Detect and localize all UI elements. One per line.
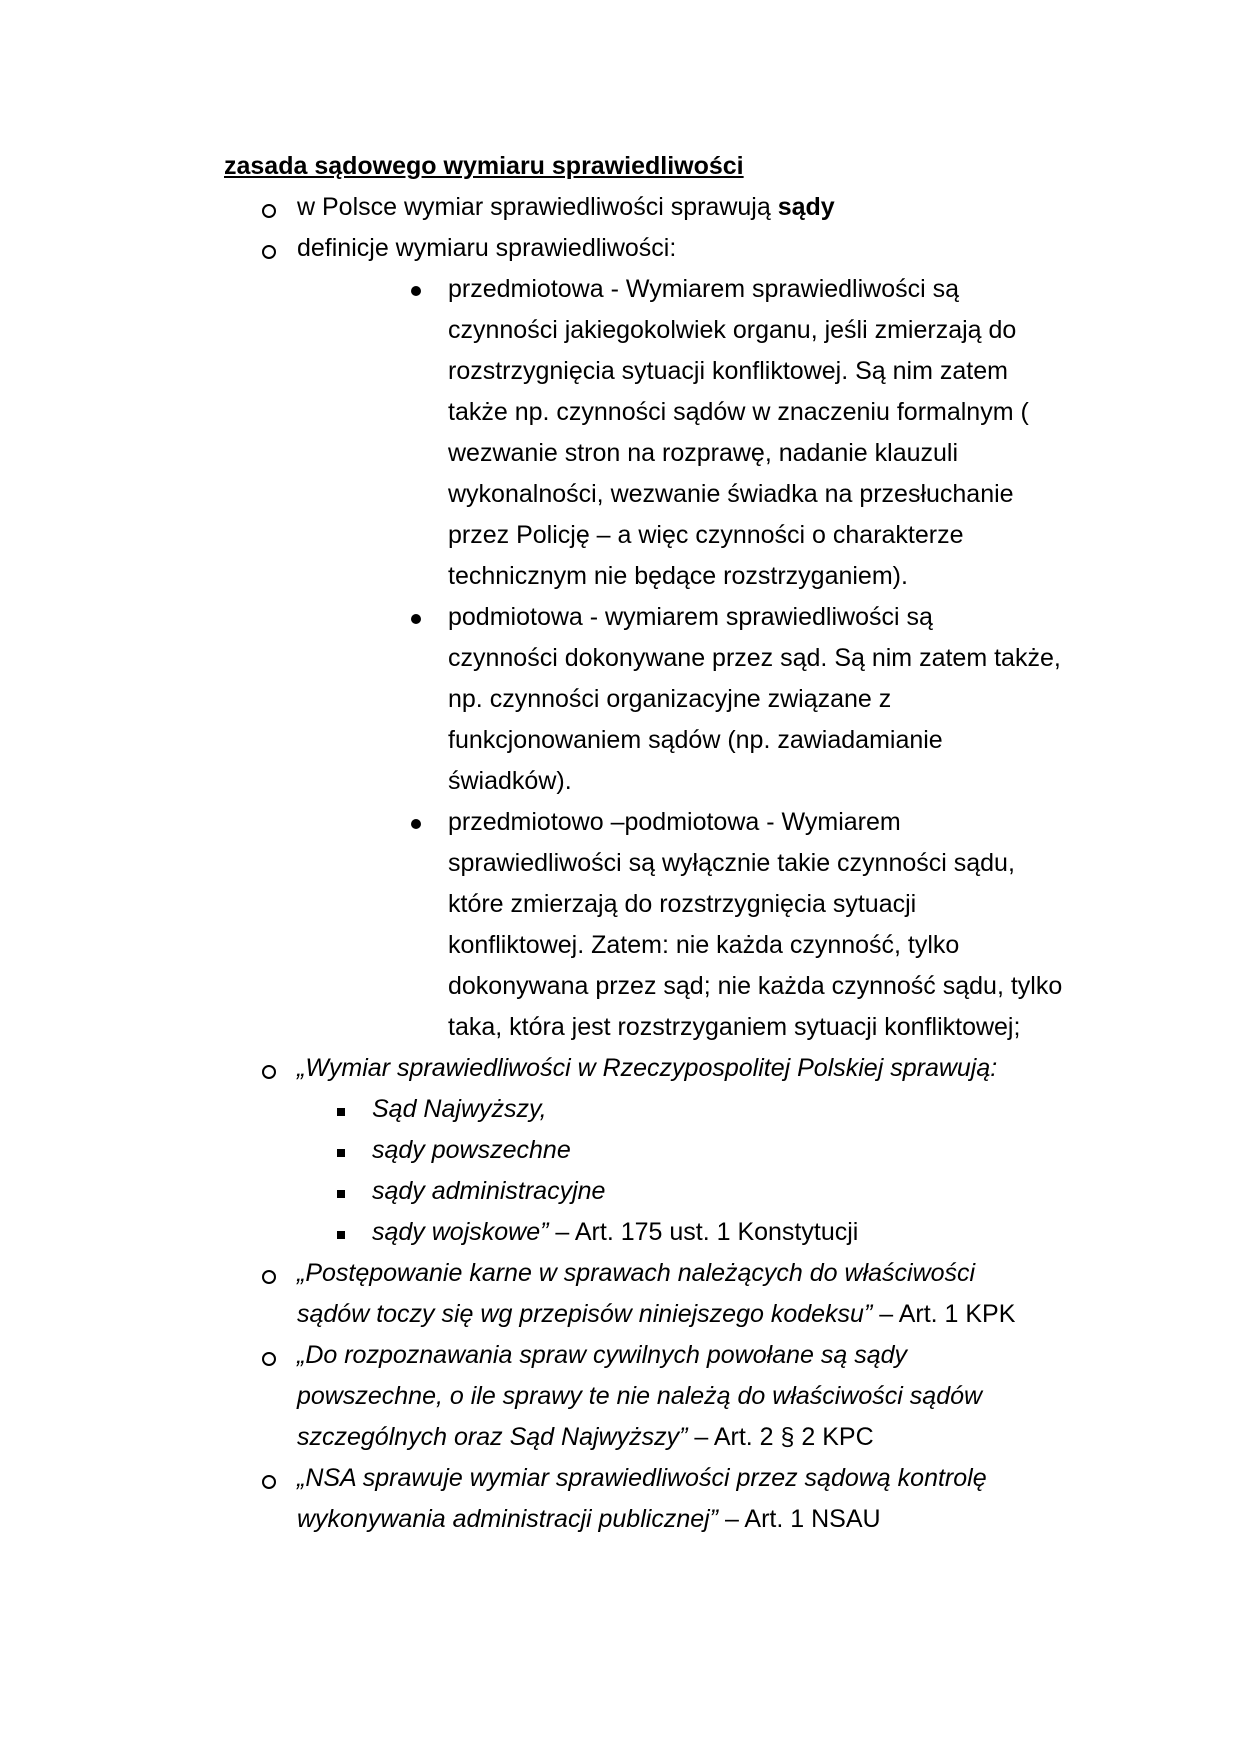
definition-line: które zmierzają do rozstrzygnięcia sytuacji <box>448 890 917 918</box>
square-bullet-icon <box>337 1149 345 1157</box>
circle-bullet-icon <box>262 1270 276 1284</box>
court-item <box>372 1212 858 1253</box>
page-title: zasada sądowego wymiaru sprawiedliwości <box>224 152 744 180</box>
court-item <box>372 1171 605 1212</box>
definition-line: taka, która jest rozstrzyganiem sytuacji konfliktowej; <box>448 1013 1021 1041</box>
citation: – Art. 175 ust. 1 Konstytucji <box>548 1218 859 1246</box>
definition-line: czynności jakiegokolwiek organu, jeśli zmierzają do <box>448 316 1017 344</box>
dot-bullet-icon <box>411 286 421 296</box>
definition-line: świadków). <box>448 767 572 795</box>
court-name: sądy administracyjne <box>372 1177 606 1205</box>
definition-line: przedmiotowa - Wymiarem sprawiedliwości są <box>448 275 960 303</box>
quote-text: szczególnych oraz Sąd Najwyższy” <box>297 1423 688 1451</box>
list-item: definicje wymiaru sprawiedliwości: <box>297 234 677 262</box>
definition-line: przez Policję – a więc czynności o charakterze <box>448 521 964 549</box>
definition-line: dokonywana przez sąd; nie każda czynność sądu, tylko <box>448 972 1063 1000</box>
definition-line: podmiotowa - wymiarem sprawiedliwości są <box>448 603 933 631</box>
circle-bullet-icon <box>262 1475 276 1489</box>
court-name: sądy wojskowe” <box>372 1218 549 1246</box>
quote-text: „Wymiar sprawiedliwości w Rzeczypospolitej Polskiej sprawują: <box>297 1054 998 1082</box>
list-item-continuation <box>297 1376 982 1417</box>
citation: – Art. 2 § 2 KPC <box>687 1423 874 1451</box>
list-item <box>297 1458 987 1499</box>
circle-bullet-icon <box>262 245 276 259</box>
list-item-bold: sądy <box>777 193 835 221</box>
court-name: sądy powszechne <box>372 1136 571 1164</box>
quote-text: powszechne, o ile sprawy te nie należą do właściwości sądów <box>297 1382 983 1410</box>
circle-bullet-icon <box>262 204 276 218</box>
court-item <box>372 1130 571 1171</box>
definition-line: konfliktowej. Zatem: nie każda czynność, tylko <box>448 931 960 959</box>
list-item-continuation <box>297 1294 1015 1335</box>
quote-text: „Do rozpoznawania spraw cywilnych powołane są sądy <box>297 1341 908 1369</box>
circle-bullet-icon <box>262 1065 276 1079</box>
citation: – Art. 1 KPK <box>872 1300 1016 1328</box>
definition-line: rozstrzygnięcia sytuacji konfliktowej. Są nim zatem <box>448 357 1008 385</box>
list-item <box>297 1253 975 1294</box>
list-item-text: w Polsce wymiar sprawiedliwości sprawują <box>297 193 778 221</box>
square-bullet-icon <box>337 1108 345 1116</box>
court-name: Sąd Najwyższy, <box>372 1095 547 1123</box>
list-item <box>297 187 835 228</box>
definition-line: wezwanie stron na rozprawę, nadanie klauzuli <box>448 439 959 467</box>
definition-line: wykonalności, wezwanie świadka na przesłuchanie <box>448 480 1014 508</box>
definition-line: przedmiotowo –podmiotowa - Wymiarem <box>448 808 901 836</box>
quote-text: „NSA sprawuje wymiar sprawiedliwości przez sądową kontrolę <box>297 1464 987 1492</box>
definition-line: technicznym nie będące rozstrzyganiem). <box>448 562 908 590</box>
definition-line: np. czynności organizacyjne związane z <box>448 685 892 713</box>
square-bullet-icon <box>337 1231 345 1239</box>
court-item <box>372 1089 547 1130</box>
definition-line: czynności dokonywane przez sąd. Są nim zatem także, <box>448 644 1061 672</box>
circle-bullet-icon <box>262 1352 276 1366</box>
citation: – Art. 1 NSAU <box>718 1505 881 1533</box>
square-bullet-icon <box>337 1190 345 1198</box>
dot-bullet-icon <box>411 819 421 829</box>
quote-text: „Postępowanie karne w sprawach należących do właściwości <box>297 1259 976 1287</box>
list-item-continuation <box>297 1499 881 1540</box>
definition-line: także np. czynności sądów w znaczeniu formalnym ( <box>448 398 1029 426</box>
definition-line: sprawiedliwości są wyłącznie takie czynności sądu, <box>448 849 1015 877</box>
quote-text: wykonywania administracji publicznej” <box>297 1505 719 1533</box>
list-item-continuation <box>297 1417 874 1458</box>
dot-bullet-icon <box>411 614 421 624</box>
definition-line: funkcjonowaniem sądów (np. zawiadamianie <box>448 726 943 754</box>
list-item <box>297 1048 997 1089</box>
quote-text: sądów toczy się wg przepisów niniejszego kodeksu” <box>297 1300 873 1328</box>
list-item <box>297 1335 907 1376</box>
